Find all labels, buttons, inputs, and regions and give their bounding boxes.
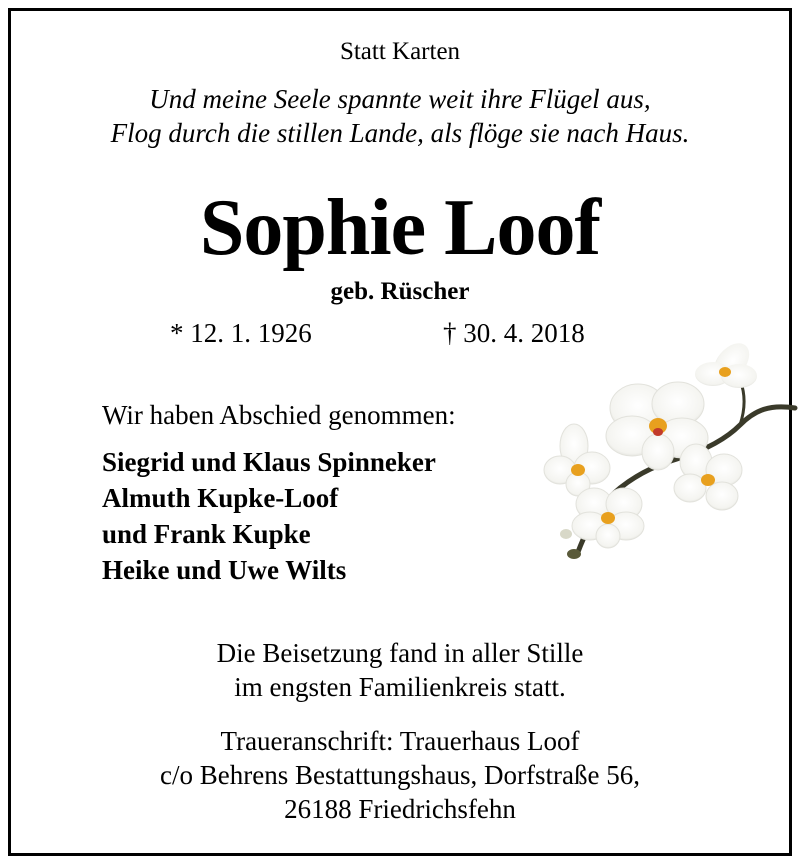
funeral-note	[0, 636, 800, 704]
mourning-address	[0, 724, 800, 826]
address-line-2: c/o Behrens Bestattungshaus, Dorfstraße 56,	[160, 760, 640, 790]
statt-karten-label: Statt Karten	[339, 38, 461, 65]
deceased-name: Sophie Loof	[199, 184, 601, 272]
funeral-line-1: Die Beisetzung fand in aller Stille	[216, 638, 584, 668]
birth-date: * 12. 1. 1926	[170, 318, 312, 348]
orchid-icon	[540, 330, 800, 570]
mourners-list	[102, 444, 436, 588]
mourner-name: und Frank Kupke	[102, 519, 311, 549]
mourner-name: Heike und Uwe Wilts	[102, 555, 347, 585]
death-date: † 30. 4. 2018	[443, 318, 585, 348]
address-line-3: 26188 Friedrichsfehn	[284, 794, 516, 824]
mourner-name: Siegrid und Klaus Spinneker	[102, 447, 436, 477]
mourner-name: Almuth Kupke-Loof	[102, 483, 339, 513]
farewell-intro: Wir haben Abschied genommen:	[102, 400, 456, 430]
funeral-line-2: im engsten Familienkreis statt.	[234, 672, 566, 702]
poem-line-1: Und meine Seele spannte weit ihre Flügel aus,	[149, 84, 651, 114]
maiden-name: geb. Rüscher	[330, 278, 470, 305]
poem-line-2: Flog durch die stillen Lande, als flöge sie nach Haus.	[110, 118, 690, 148]
address-line-1: Traueranschrift: Trauerhaus Loof	[220, 726, 580, 756]
poem	[0, 82, 800, 150]
